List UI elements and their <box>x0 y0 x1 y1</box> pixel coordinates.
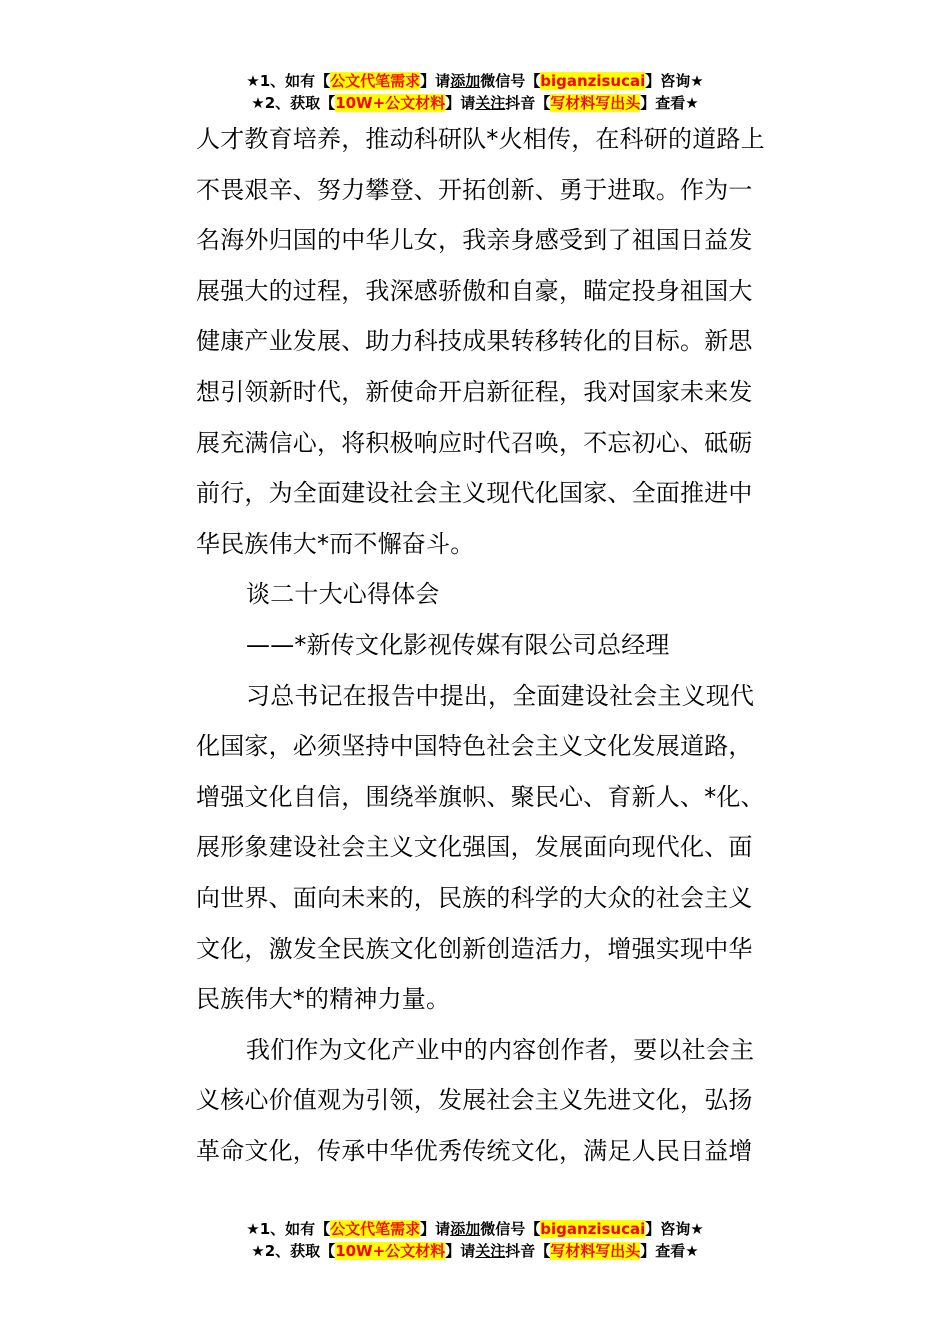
banner-highlight-wechat-id: biganzisucai <box>540 1220 646 1238</box>
text-line: 展充满信心，将积极响应时代召唤，不忘初心、砥砺 <box>196 428 753 457</box>
banner-underlined-text: 添加 <box>450 1220 481 1238</box>
banner-text: 微信号【 <box>480 72 541 90</box>
section-title-text: 谈二十大心得体会 <box>246 580 440 609</box>
banner-text: 微信号【 <box>480 1220 541 1238</box>
banner-prefix: ★2、获取【 <box>251 94 336 112</box>
footer-banner-line-1 <box>0 1218 950 1240</box>
banner-highlight-materials: 10W+公文材料 <box>335 1242 446 1260</box>
banner-text: 】请 <box>420 1220 451 1238</box>
header-banner-line-2 <box>0 92 950 114</box>
banner-underlined-text: 添加 <box>450 72 481 90</box>
text-line: 向世界、面向未来的，民族的科学的大众的社会主义 <box>196 883 753 912</box>
banner-suffix: 】查看★ <box>640 1242 699 1260</box>
banner-underlined-text: 关注 <box>475 94 506 112</box>
banner-highlight-wechat-id: biganzisucai <box>540 72 646 90</box>
document-body <box>196 114 808 1176</box>
text-line: 人才教育培养，推动科研队*火相传，在科研的道路上 <box>196 125 765 153</box>
banner-prefix: ★1、如有【 <box>246 1220 331 1238</box>
section-title <box>196 569 808 620</box>
banner-text: 抖音【 <box>505 1242 551 1260</box>
banner-highlight-materials: 10W+公文材料 <box>335 94 446 112</box>
banner-highlight-service: 公文代笔需求 <box>330 1220 421 1238</box>
banner-text: 】请 <box>445 94 476 112</box>
section-author-text: ——*新传文化影视传媒有限公司总经理 <box>246 630 670 659</box>
text-line: 增强文化自信，围绕举旗帜、聚民心、育新人、*化、 <box>196 782 765 811</box>
footer-banner-line-2 <box>0 1240 950 1262</box>
header-banner-line-1 <box>0 70 950 92</box>
banner-suffix: 】咨询★ <box>645 72 704 90</box>
text-line: 义核心价值观为引领，发展社会主义先进文化，弘扬 <box>196 1086 753 1115</box>
banner-prefix: ★1、如有【 <box>246 72 331 90</box>
text-line: 健康产业发展、助力科技成果转移转化的目标。新思 <box>196 327 753 356</box>
banner-underlined-text: 关注 <box>475 1242 506 1260</box>
banner-highlight-douyin-account: 写材料写出头 <box>550 1242 641 1260</box>
paragraph-1 <box>196 114 808 569</box>
banner-text: 】请 <box>445 1242 476 1260</box>
text-line: 展形象建设社会主义文化强国，发展面向现代化、面 <box>196 833 753 862</box>
banner-highlight-douyin-account: 写材料写出头 <box>550 94 641 112</box>
paragraph-3 <box>196 1025 808 1177</box>
text-line: 化国家，必须坚持中国特色社会主义文化发展道路， <box>196 732 753 761</box>
text-line: 展强大的过程，我深感骄傲和自豪，瞄定投身祖国大 <box>196 276 753 305</box>
text-line: 不畏艰辛、努力攀登、开拓创新、勇于进取。作为一 <box>196 175 753 204</box>
footer-banner <box>0 1218 950 1262</box>
banner-text: 】请 <box>420 72 451 90</box>
text-line: 前行，为全面建设社会主义现代化国家、全面推进中 <box>196 479 753 508</box>
banner-suffix: 】查看★ <box>640 94 699 112</box>
banner-highlight-service: 公文代笔需求 <box>330 72 421 90</box>
text-line: 名海外归国的中华儿女，我亲身感受到了祖国日益发 <box>196 226 753 255</box>
text-line: 民族伟大*的精神力量。 <box>196 985 451 1014</box>
text-line: 华民族伟大*而不懈奋斗。 <box>196 529 475 558</box>
text-line: 想引领新时代，新使命开启新征程，我对国家未来发 <box>196 377 753 406</box>
paragraph-2 <box>196 671 808 1025</box>
text-line: 习总书记在报告中提出，全面建设社会主义现代 <box>246 681 755 710</box>
text-line: 革命文化，传承中华优秀传统文化，满足人民日益增 <box>196 1136 753 1165</box>
text-line: 文化，激发全民族文化创新创造活力，增强实现中华 <box>196 934 753 963</box>
header-banner <box>0 70 950 114</box>
banner-prefix: ★2、获取【 <box>251 1242 336 1260</box>
banner-suffix: 】咨询★ <box>645 1220 704 1238</box>
section-author <box>196 620 808 671</box>
text-line: 我们作为文化产业中的内容创作者，要以社会主 <box>246 1035 755 1064</box>
banner-text: 抖音【 <box>505 94 551 112</box>
